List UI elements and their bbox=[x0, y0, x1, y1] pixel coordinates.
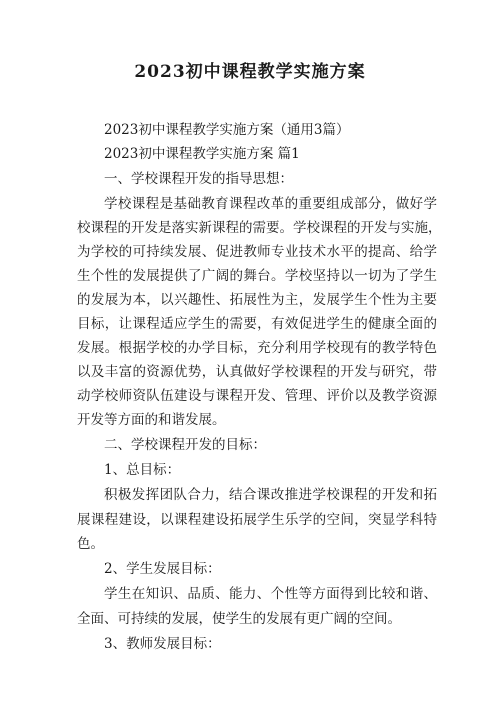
paragraph-line: 校课程的开发是落实新课程的需要。学校课程的开发与实施， bbox=[77, 220, 442, 236]
paragraph-line: 的发展为本，以兴趣性、拓展性为主，发展学生个性为主要 bbox=[77, 292, 437, 308]
paragraph-line: 积极发挥团队合力，结合课改推进学校课程的开发和拓 bbox=[104, 487, 437, 503]
paragraph-line: 学生在知识、品质、能力、个性等方面得到比较和谐、 bbox=[104, 586, 437, 602]
paragraph-line: 发展。根据学校的办学目标，充分利用学校现有的教学特色 bbox=[77, 340, 437, 356]
document-title: 2023初中课程教学实施方案 bbox=[134, 62, 366, 82]
paragraph-line: 以及丰富的资源优势，认真做好学校课程的开发与研究，带 bbox=[77, 364, 437, 380]
paragraph-line: 开发等方面的和谐发展。 bbox=[77, 412, 226, 428]
paragraph-line: 目标，让课程适应学生的需要，有效促进学生的健康全面的 bbox=[77, 316, 437, 332]
paragraph-line: 学校课程是基础教育课程改革的重要组成部分，做好学 bbox=[104, 196, 437, 212]
heading-2-3: 3、教师发展目标： bbox=[104, 636, 221, 652]
subtitle: 2023初中课程教学实施方案（通用3篇） bbox=[104, 122, 350, 138]
heading-2-1: 1、总目标： bbox=[104, 462, 181, 478]
heading-1: 一、学校课程开发的指导思想： bbox=[104, 171, 293, 187]
paragraph-line: 展课程建设，以课程建设拓展学生乐学的空间，突显学科特 bbox=[77, 512, 437, 528]
heading-2: 二、学校课程开发的目标： bbox=[104, 437, 266, 453]
section-title: 2023初中课程教学实施方案 篇1 bbox=[104, 146, 300, 162]
paragraph-line: 为学校的可持续发展、促进教师专业技术水平的提高、给学 bbox=[77, 244, 437, 260]
paragraph-line: 色。 bbox=[77, 536, 104, 552]
paragraph-line: 生个性的发展提供了广阔的舞台。学校坚持以一切为了学生 bbox=[77, 268, 437, 284]
heading-2-2: 2、学生发展目标： bbox=[104, 561, 221, 577]
paragraph-line: 动学校师资队伍建设与课程开发、管理、评价以及教学资源 bbox=[77, 388, 437, 404]
paragraph-line: 全面、可持续的发展，使学生的发展有更广阔的空间。 bbox=[77, 611, 401, 627]
document-body bbox=[77, 118, 442, 657]
